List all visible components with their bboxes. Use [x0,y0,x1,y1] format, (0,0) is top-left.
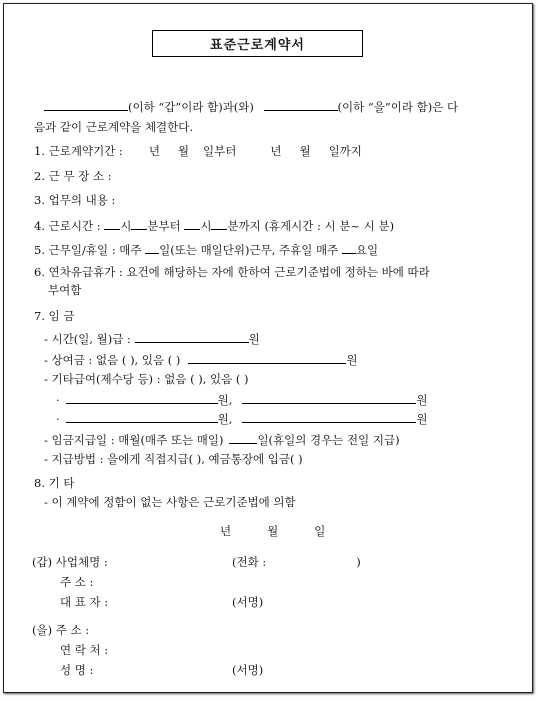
wage-other-row-1: · 원, 원 [56,393,428,407]
employer-name-blank[interactable] [44,98,128,111]
wage-method-line: - 지급방법 : 을에게 직접지급( ), 예금통장에 입금( ) [44,452,303,466]
wage-payday-line: - 임금지급일 : 매월(매주 또는 매일) 일(휴일의 경우는 전일 지급) [44,433,400,447]
employer-phone: (전화 : ) [232,555,361,569]
employee-signature[interactable]: (서명) [232,663,264,677]
employer-company: (갑) 사업체명 : [32,555,108,569]
employee-name: 성 명 : [60,663,94,677]
contract-page [3,3,533,693]
wage-bonus-blank[interactable] [188,351,346,364]
employer-representative: 대 표 자 : [60,595,109,609]
item-wages-heading: 7. 임 금 [34,309,75,323]
employee-contact: 연 락 처 : [60,643,109,657]
item-others-text: - 이 계약에 정함이 없는 사항은 근로기준법에 의함 [44,495,296,509]
employer-address: 주 소 : [60,575,94,589]
item-annual-leave-1: 6. 연차유급휴가 : 요건에 해당하는 자에 한하여 근로기준법에 정하는 바에 따라 [34,265,430,279]
wage-bonus-line: - 상여금 : 없음 ( ), 있음 ( ) 원 [44,353,358,367]
wage-hourly-blank[interactable] [135,330,249,343]
item-workdays-holidays: 5. 근무일/휴일 : 매주 일(또는 매일단위)근무, 주휴일 매주 요일 [34,243,379,257]
employee-address: (을) 주 소 : [32,623,90,637]
wage-other-row-2: · 원, 원 [56,412,428,426]
item-job-description: 3. 업무의 내용 : [34,193,116,207]
employee-name-blank[interactable] [264,98,338,111]
item-working-hours: 4. 근로시간 : 시 분부터 시 분까지 (휴게시간 : 시 분~ 시 분) [34,219,395,233]
intro-line-2: 음과 같이 근로계약을 체결한다. [34,120,194,134]
employer-signature[interactable]: (서명) [232,595,264,609]
item-workplace: 2. 근 무 장 소 : [34,169,112,183]
wage-other-line: - 기타급여(제수당 등) : 없음 ( ), 있음 ( ) [44,372,249,386]
item-annual-leave-2: 부여함 [48,283,82,297]
item-contract-period: 1. 근로계약기간 : 년 월 일부터 년 월 일까지 [34,144,362,158]
document-title: 표준근로계약서 [152,30,363,57]
intro-line-1: (이하 “갑”이라 함)과(와) (이하 “을”이라 함)은 다 [44,98,458,115]
item-others-heading: 8. 기 타 [34,476,75,490]
wage-hourly-line: - 시간(일, 월)급 : 원 [44,332,260,346]
contract-date: 년 월 일 [220,524,326,538]
